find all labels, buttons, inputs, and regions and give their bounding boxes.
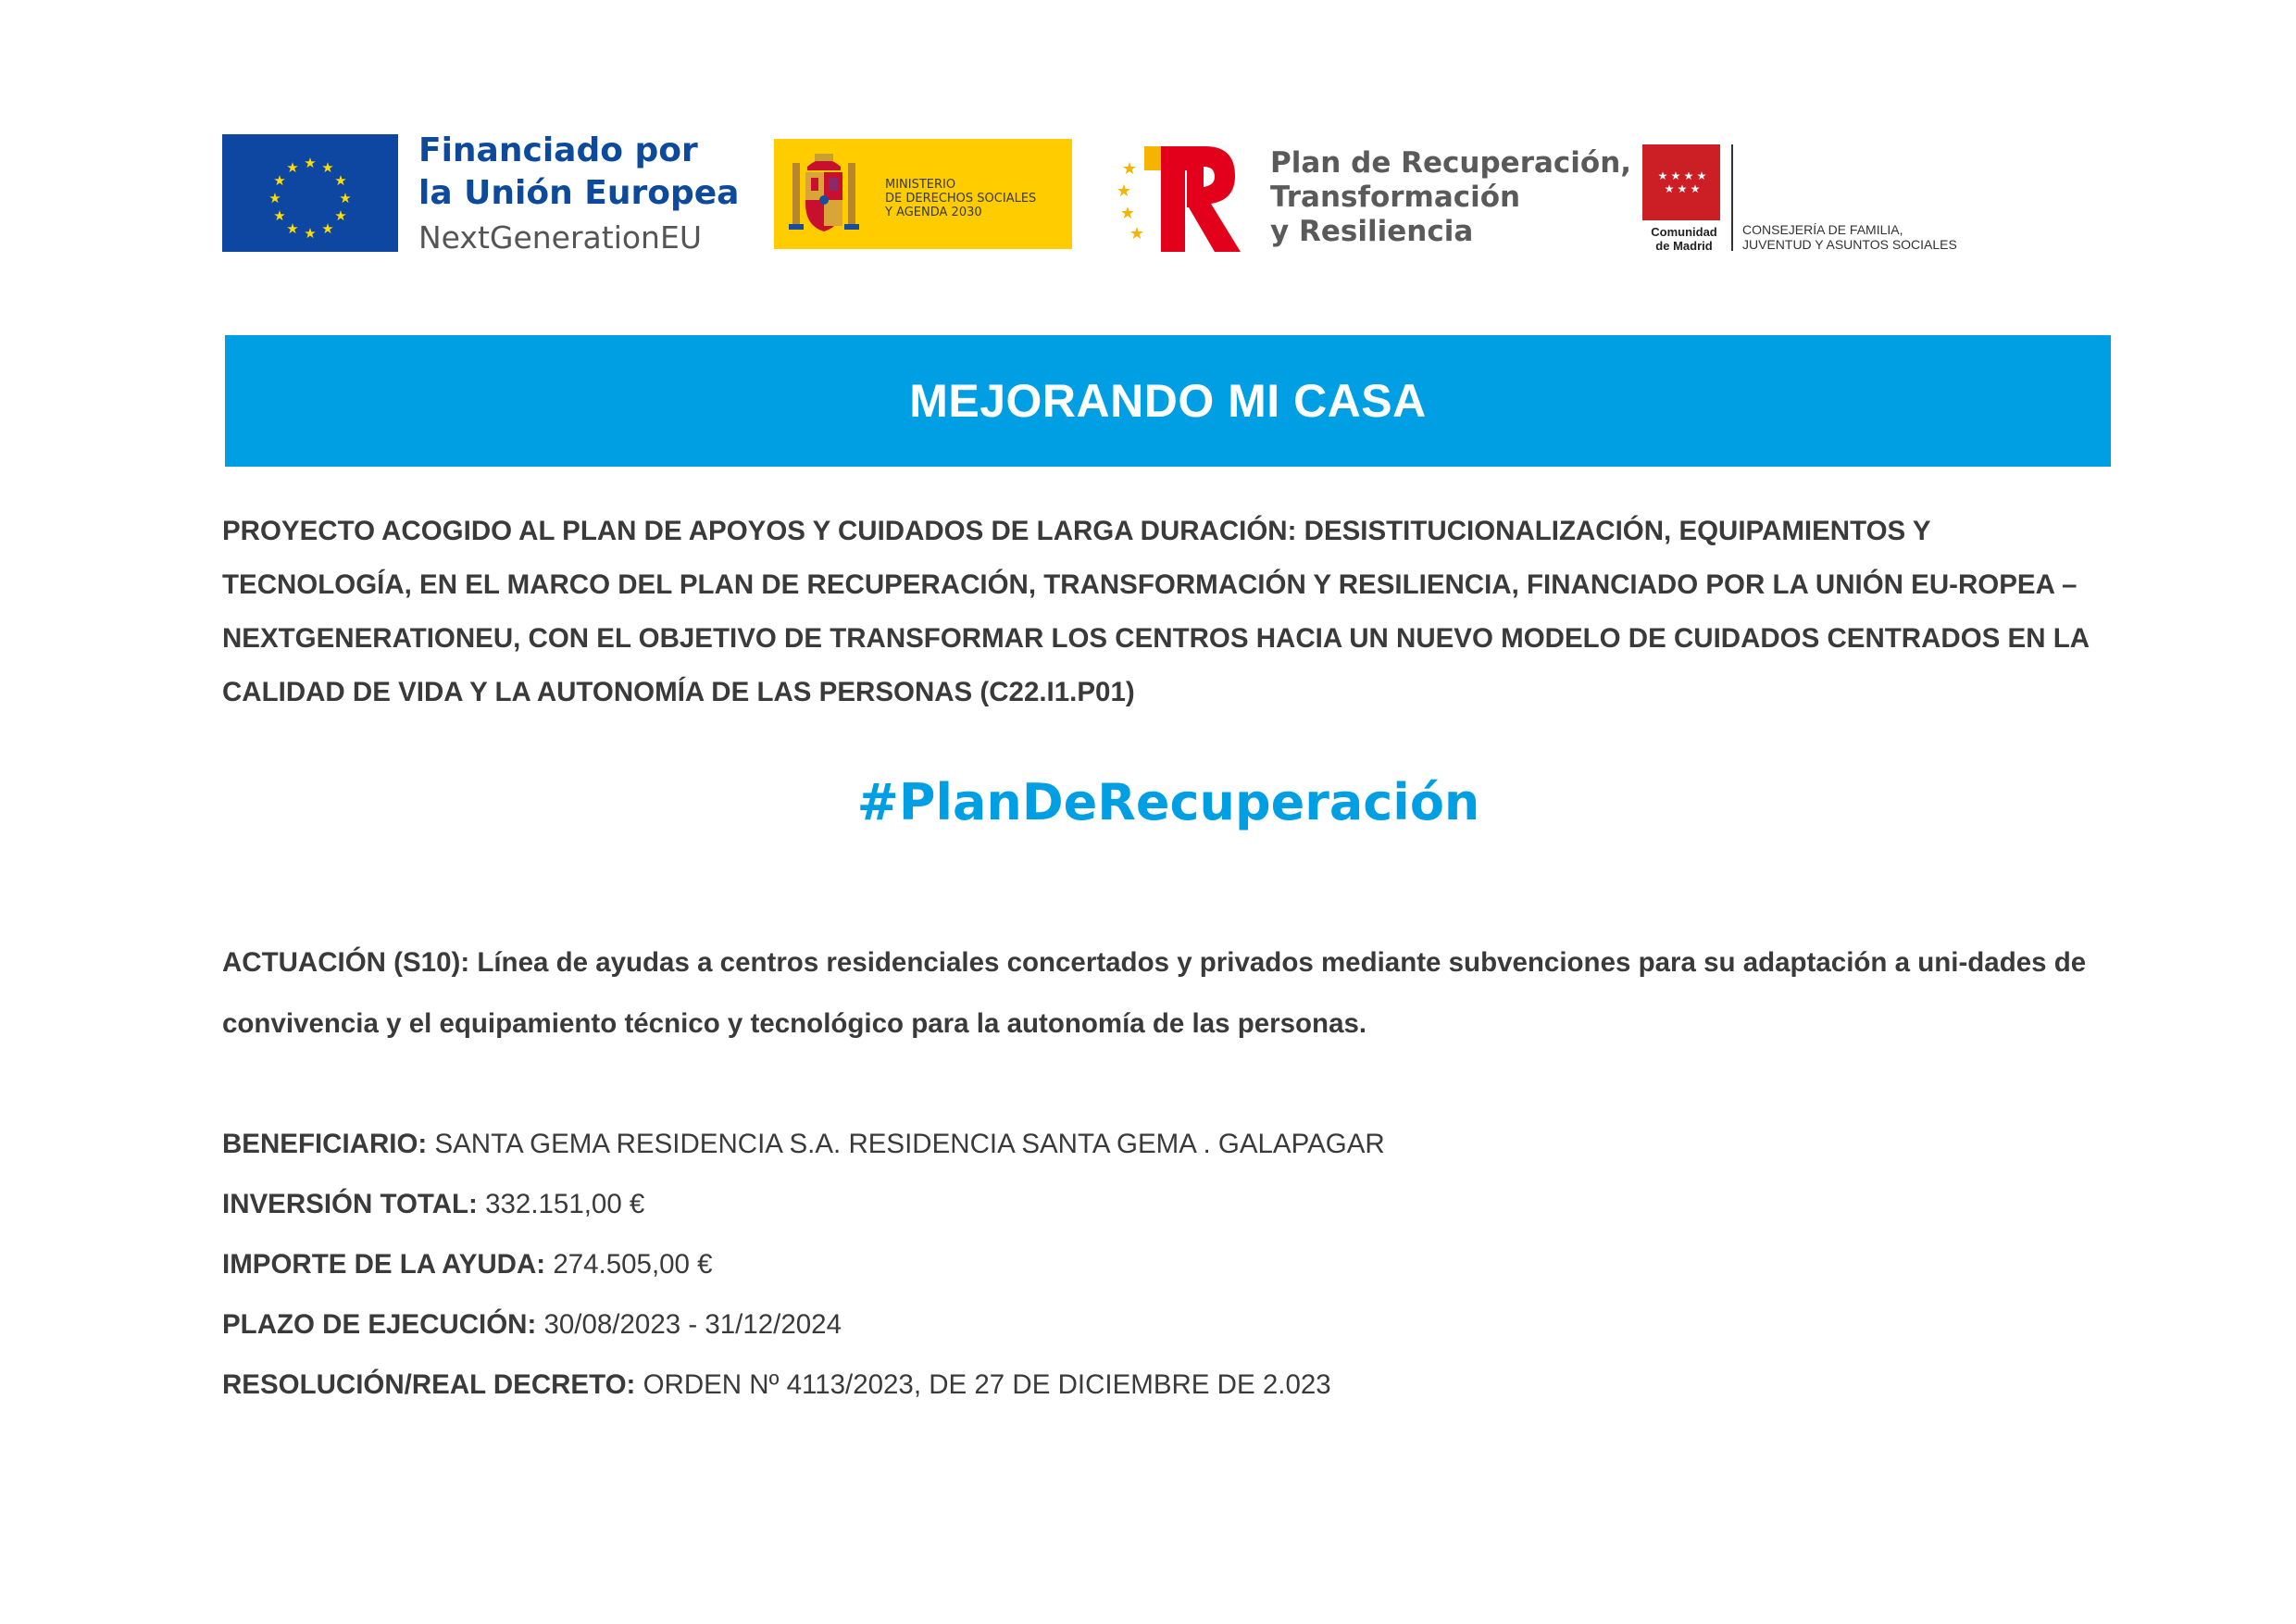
madrid-name xyxy=(1642,225,1726,253)
svg-text:★: ★ xyxy=(1121,159,1138,179)
ministry-logo xyxy=(774,139,1072,249)
madrid-dept-line-1: CONSEJERÍA DE FAMILIA, xyxy=(1742,222,1903,237)
svg-text:★: ★ xyxy=(273,207,286,224)
importe-row xyxy=(222,1234,1385,1294)
eu-line-3: NextGenerationEU xyxy=(418,219,702,256)
madrid-divider xyxy=(1731,144,1733,251)
ministry-line-2: DE DERECHOS SOCIALES xyxy=(885,192,1037,206)
project-info xyxy=(222,1114,1385,1415)
madrid-name-line-1: Comunidad xyxy=(1651,225,1717,239)
inversion-row xyxy=(222,1174,1385,1234)
madrid-flag-icon xyxy=(1642,144,1720,220)
importe-value: 274.505,00 € xyxy=(553,1249,713,1280)
beneficiario-row xyxy=(222,1114,1385,1174)
svg-text:★: ★ xyxy=(286,159,299,176)
svg-text:★: ★ xyxy=(1690,182,1701,195)
project-description: PROYECTO ACOGIDO AL PLAN DE APOYOS Y CUIDADOS DE LARGA DURACIÓN: DESISTITUCIONALIZACIÓN, EQUIPAMIENTOS Y TECNOLOGÍA, EN EL MARCO DEL PLAN DE RECUPERACIÓN, TRANSFORMACIÓN Y RESILIENCIA, FINANCIADO POR LA UNIÓN EU-ROPEA – NEXTGENERATIONEU, CON EL OBJETIVO DE TRANSFORMAR LOS CENTROS HACIA UN NUEVO MODELO DE CUIDADOS CENTRADOS EN LA CALIDAD DE VIDA Y LA AUTONOMÍA DE LAS PERSONAS (C22.I1.P01) xyxy=(222,516,2089,707)
svg-text:★: ★ xyxy=(304,155,317,171)
svg-text:★: ★ xyxy=(1670,169,1681,182)
svg-text:★: ★ xyxy=(1677,182,1688,195)
title-banner xyxy=(225,335,2111,467)
importe-label: IMPORTE DE LA AYUDA: xyxy=(222,1249,554,1280)
resolucion-value: ORDEN Nº 4113/2023, DE 27 DE DICIEMBRE DE 2.023 xyxy=(643,1369,1331,1400)
svg-text:★: ★ xyxy=(273,172,286,189)
svg-text:★: ★ xyxy=(286,220,299,237)
beneficiario-value: SANTA GEMA RESIDENCIA S.A. RESIDENCIA SANTA GEMA . GALAPAGAR xyxy=(434,1129,1385,1159)
prtr-line-2: Transformación xyxy=(1270,181,1521,214)
svg-text:★: ★ xyxy=(339,190,352,206)
inversion-value: 332.151,00 € xyxy=(485,1189,645,1219)
logo-header xyxy=(0,0,2296,278)
svg-text:★: ★ xyxy=(321,159,334,176)
plazo-label: PLAZO DE EJECUCIÓN: xyxy=(222,1309,544,1340)
plazo-value: 30/08/2023 - 31/12/2024 xyxy=(543,1309,842,1340)
eu-funding-text xyxy=(418,130,739,261)
svg-text:★: ★ xyxy=(1119,204,1136,223)
eu-line-2: la Unión Europea xyxy=(418,174,740,212)
svg-text:★: ★ xyxy=(334,172,347,189)
actuacion-description: ACTUACIÓN (S10): Línea de ayudas a centros residenciales concertados y privados mediante subvenciones para su adaptación a uni-dades de convivencia y el equipamiento técnico y tecnológico para la autonomía de las personas. xyxy=(222,947,2087,1039)
eu-line-1: Financiado por xyxy=(418,131,698,169)
prtr-text xyxy=(1270,146,1631,249)
banner-title: MEJORANDO MI CASA xyxy=(909,375,1427,427)
resolucion-row xyxy=(222,1355,1385,1415)
prtr-logo-icon xyxy=(1115,139,1254,259)
hashtag: #PlanDeRecuperación xyxy=(856,773,1480,831)
svg-text:★: ★ xyxy=(1664,182,1675,195)
plazo-row xyxy=(222,1294,1385,1355)
resolucion-label: RESOLUCIÓN/REAL DECRETO: xyxy=(222,1369,643,1400)
svg-text:★: ★ xyxy=(1683,169,1694,182)
spain-coat-of-arms-icon xyxy=(787,146,861,243)
svg-text:★: ★ xyxy=(1696,169,1707,182)
prtr-line-3: y Resiliencia xyxy=(1270,215,1474,248)
eu-flag-icon xyxy=(222,134,398,252)
svg-text:★: ★ xyxy=(1657,169,1668,182)
ministry-line-3: Y AGENDA 2030 xyxy=(885,206,982,219)
svg-text:★: ★ xyxy=(334,207,347,224)
svg-text:★: ★ xyxy=(1116,181,1132,201)
madrid-department xyxy=(1742,222,1957,252)
madrid-dept-line-2: JUVENTUD Y ASUNTOS SOCIALES xyxy=(1742,237,1957,252)
beneficiario-label: BENEFICIARIO: xyxy=(222,1129,435,1159)
prtr-line-1: Plan de Recuperación, xyxy=(1270,146,1632,180)
svg-text:★: ★ xyxy=(321,220,334,237)
svg-text:★: ★ xyxy=(1129,224,1145,244)
ministry-line-1: MINISTERIO xyxy=(885,178,956,192)
inversion-label: INVERSIÓN TOTAL: xyxy=(222,1189,486,1219)
ministry-text xyxy=(885,178,1036,219)
svg-text:★: ★ xyxy=(268,190,281,206)
madrid-name-line-2: de Madrid xyxy=(1655,239,1713,253)
svg-text:★: ★ xyxy=(304,225,317,242)
